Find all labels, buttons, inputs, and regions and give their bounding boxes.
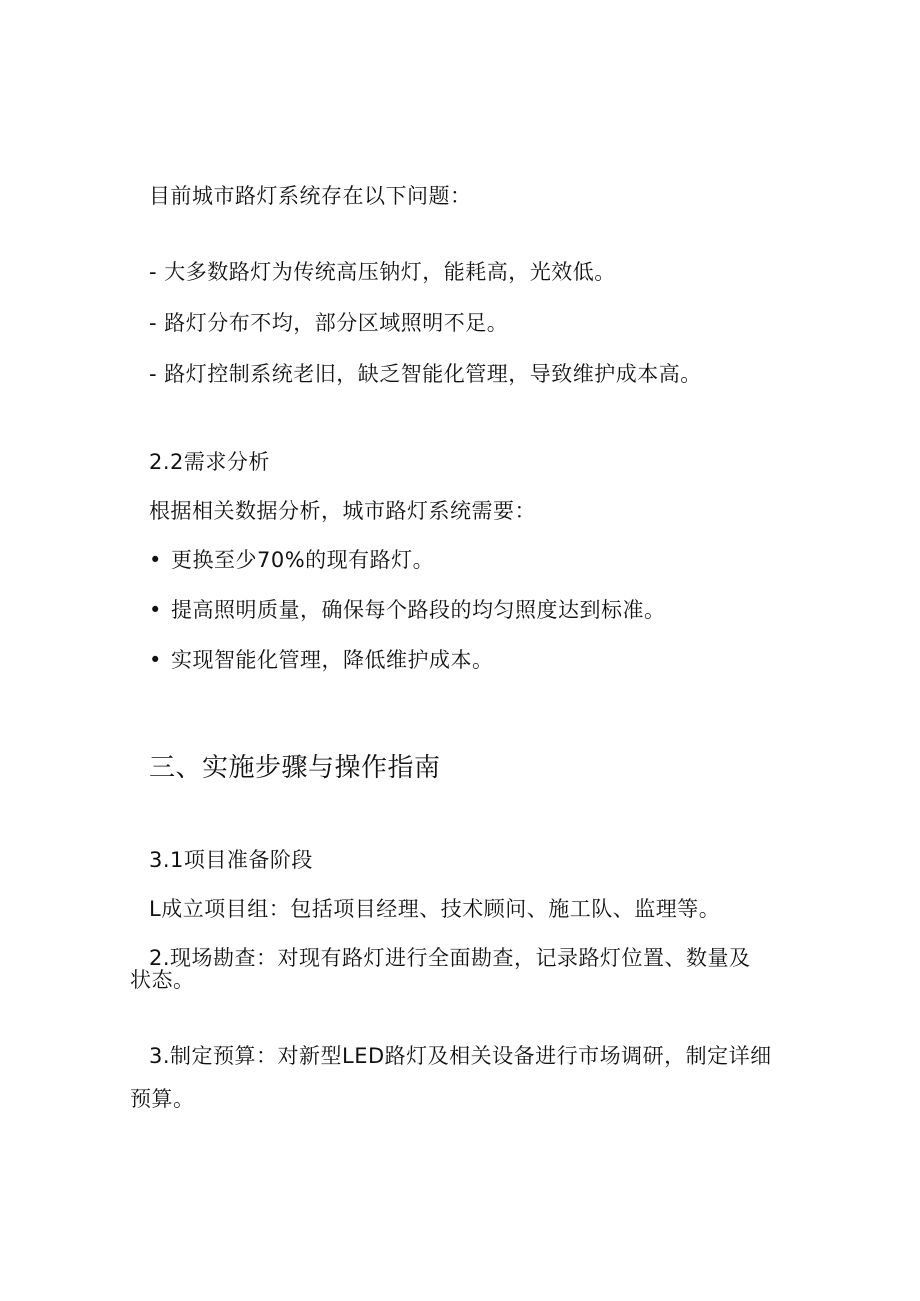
step-item: 3.制定预算：对新型LED路灯及相关设备进行市场调研，制定详细 <box>149 1044 772 1068</box>
step-item-continuation: 预算。 <box>130 1087 195 1111</box>
need-item <box>149 595 666 625</box>
problem-item: - 路灯控制系统老旧，缺乏智能化管理，导致维护成本高。 <box>149 362 702 386</box>
step-item-continuation: 状态。 <box>130 968 195 992</box>
need-text: 更换至少70%的现有路灯。 <box>171 548 435 572</box>
section-title-3-1: 3.1项目准备阶段 <box>149 848 313 872</box>
need-item <box>149 545 434 575</box>
problems-intro: 目前城市路灯系统存在以下问题： <box>149 184 472 208</box>
needs-intro: 根据相关数据分析，城市路灯系统需要： <box>149 499 536 523</box>
step-item: 2.现场勘查：对现有路灯进行全面勘查，记录路灯位置、数量及 <box>149 946 751 970</box>
problem-item: - 路灯分布不均，部分区域照明不足。 <box>149 311 509 335</box>
need-item <box>149 645 494 675</box>
need-text: 实现智能化管理，降低维护成本。 <box>171 648 494 672</box>
bullet-icon: • <box>149 548 162 572</box>
bullet-icon: • <box>149 598 162 622</box>
need-text: 提高照明质量，确保每个路段的均匀照度达到标准。 <box>171 598 666 622</box>
chapter-title-3: 三、实施步骤与操作指南 <box>149 753 441 783</box>
bullet-icon: • <box>149 648 162 672</box>
step-item: L成立项目组：包括项目经理、技术顾问、施工队、监理等。 <box>149 897 721 921</box>
problem-item: - 大多数路灯为传统高压钠灯，能耗高，光效低。 <box>149 260 616 284</box>
section-title-2-2: 2.2需求分析 <box>149 450 270 474</box>
